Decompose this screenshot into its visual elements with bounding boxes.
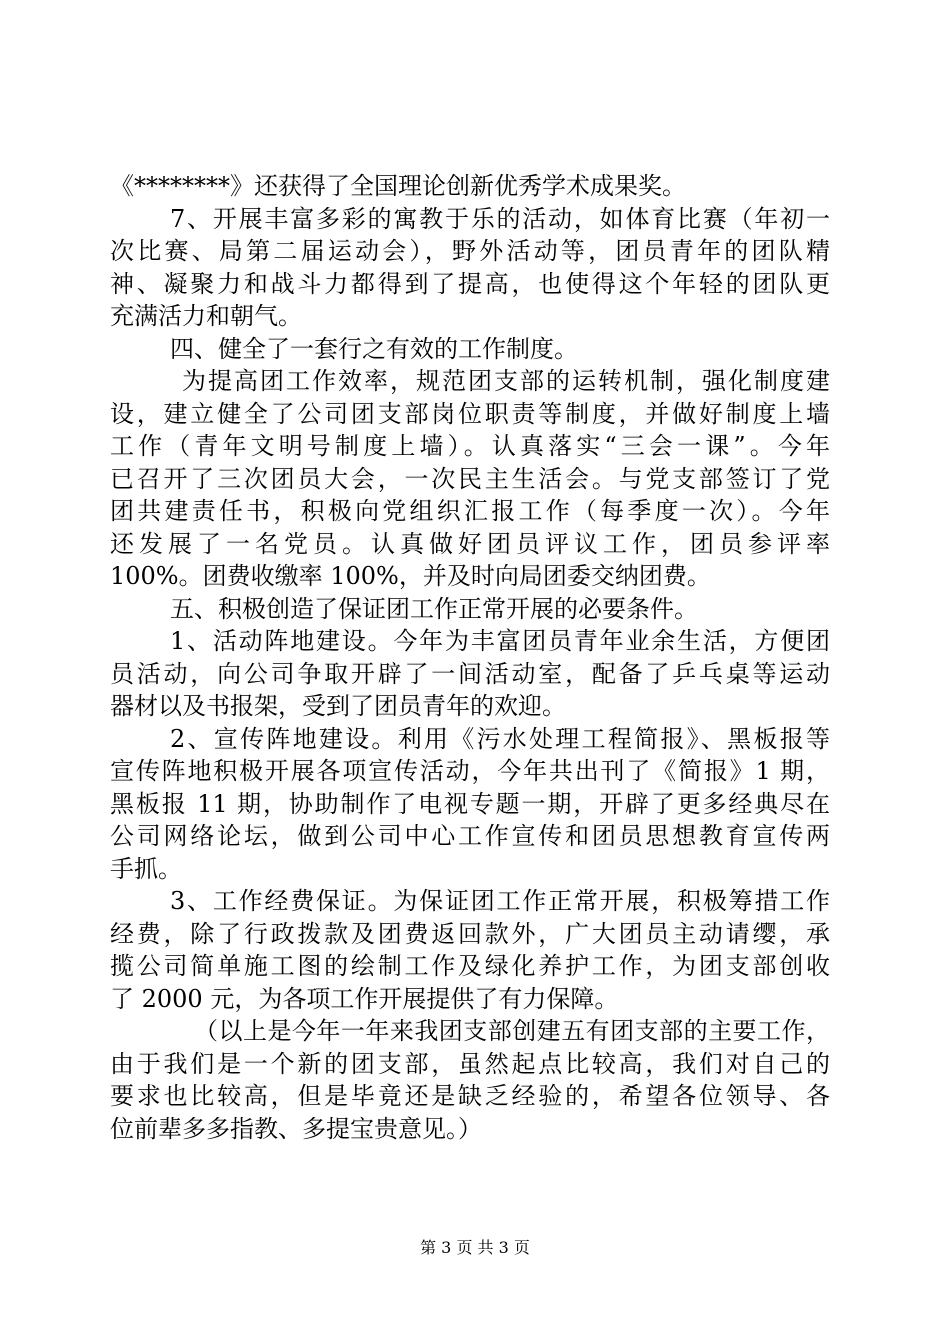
text-line: 位前辈多多指教、多提宝贵意见。） — [110, 1114, 482, 1143]
text-line: 由于我们是一个新的团支部，虽然起点比较高，我们对自己的 — [110, 1049, 830, 1078]
text-line: 黑板报 11 期，协助制作了电视专题一期，开辟了更多经典尽在 — [110, 789, 830, 818]
text-line: 次比赛、局第二届运动会），野外活动等，团员青年的团队精 — [110, 237, 830, 265]
text-line: 7、开展丰富多彩的寓教于乐的活动，如体育比赛（年初一 — [170, 204, 830, 233]
text-line: 设，建立健全了公司团支部岗位职责等制度，并做好制度上墙 — [110, 399, 830, 428]
text-line: 四、健全了一套行之有效的工作制度。 — [170, 334, 578, 363]
text-line: 还发展了一名党员。认真做好团员评议工作，团员参评率 — [110, 529, 830, 558]
text-line: 1、活动阵地建设。今年为丰富团员青年业余生活，方便团 — [170, 627, 830, 655]
text-line: 员活动，向公司争取开辟了一间活动室，配备了乒乓桌等运动 — [110, 659, 830, 688]
text-line: 了 2000 元，为各项工作开展提供了有力保障。 — [110, 984, 619, 1013]
document-body — [110, 170, 830, 1145]
text-line: 要求也比较高，但是毕竟还是缺乏经验的，希望各位领导、各 — [110, 1082, 830, 1110]
text-line: 100%。团费收缴率 100%，并及时向局团委交纳团费。 — [110, 562, 711, 590]
text-line: 神、凝聚力和战斗力都得到了提高，也使得这个年轻的团队更 — [110, 269, 830, 298]
text-line: 为提高团工作效率，规范团支部的运转机制，强化制度建 — [182, 367, 830, 395]
text-line: 工作（青年文明号制度上墙）。认真落实“三会一课”。今年 — [110, 432, 830, 460]
text-line: 五、积极创造了保证团工作正常开展的必要条件。 — [170, 594, 698, 623]
text-line: 已召开了三次团员大会，一次民主生活会。与党支部签订了党 — [110, 464, 830, 493]
text-line: 宣传阵地积极开展各项宣传活动，今年共出刊了《简报》1 期， — [110, 757, 830, 785]
text-line: 2、宣传阵地建设。利用《污水处理工程简报》、黑板报等 — [170, 724, 830, 753]
text-line: 团共建责任书，积极向党组织汇报工作（每季度一次）。今年 — [110, 497, 830, 525]
text-line: 充满活力和朝气。 — [110, 302, 302, 330]
text-line: （以上是今年一年来我团支部创建五有团支部的主要工作， — [194, 1017, 830, 1045]
text-line: 器材以及书报架，受到了团员青年的欢迎。 — [110, 692, 566, 720]
text-line: 公司网络论坛，做到公司中心工作宣传和团员思想教育宣传两 — [110, 822, 830, 850]
text-line: 手抓。 — [110, 854, 182, 883]
text-line: 3、工作经费保证。为保证团工作正常开展，积极筹措工作 — [170, 887, 830, 915]
text-line: 揽公司简单施工图的绘制工作及绿化养护工作，为团支部创收 — [110, 952, 830, 980]
text-line: 《********》还获得了全国理论创新优秀学术成果奖。 — [110, 172, 686, 200]
text-line: 经费，除了行政拨款及团费返回款外，广大团员主动请缨，承 — [110, 919, 830, 948]
page-footer: 第 3 页 共 3 页 — [420, 1238, 530, 1257]
